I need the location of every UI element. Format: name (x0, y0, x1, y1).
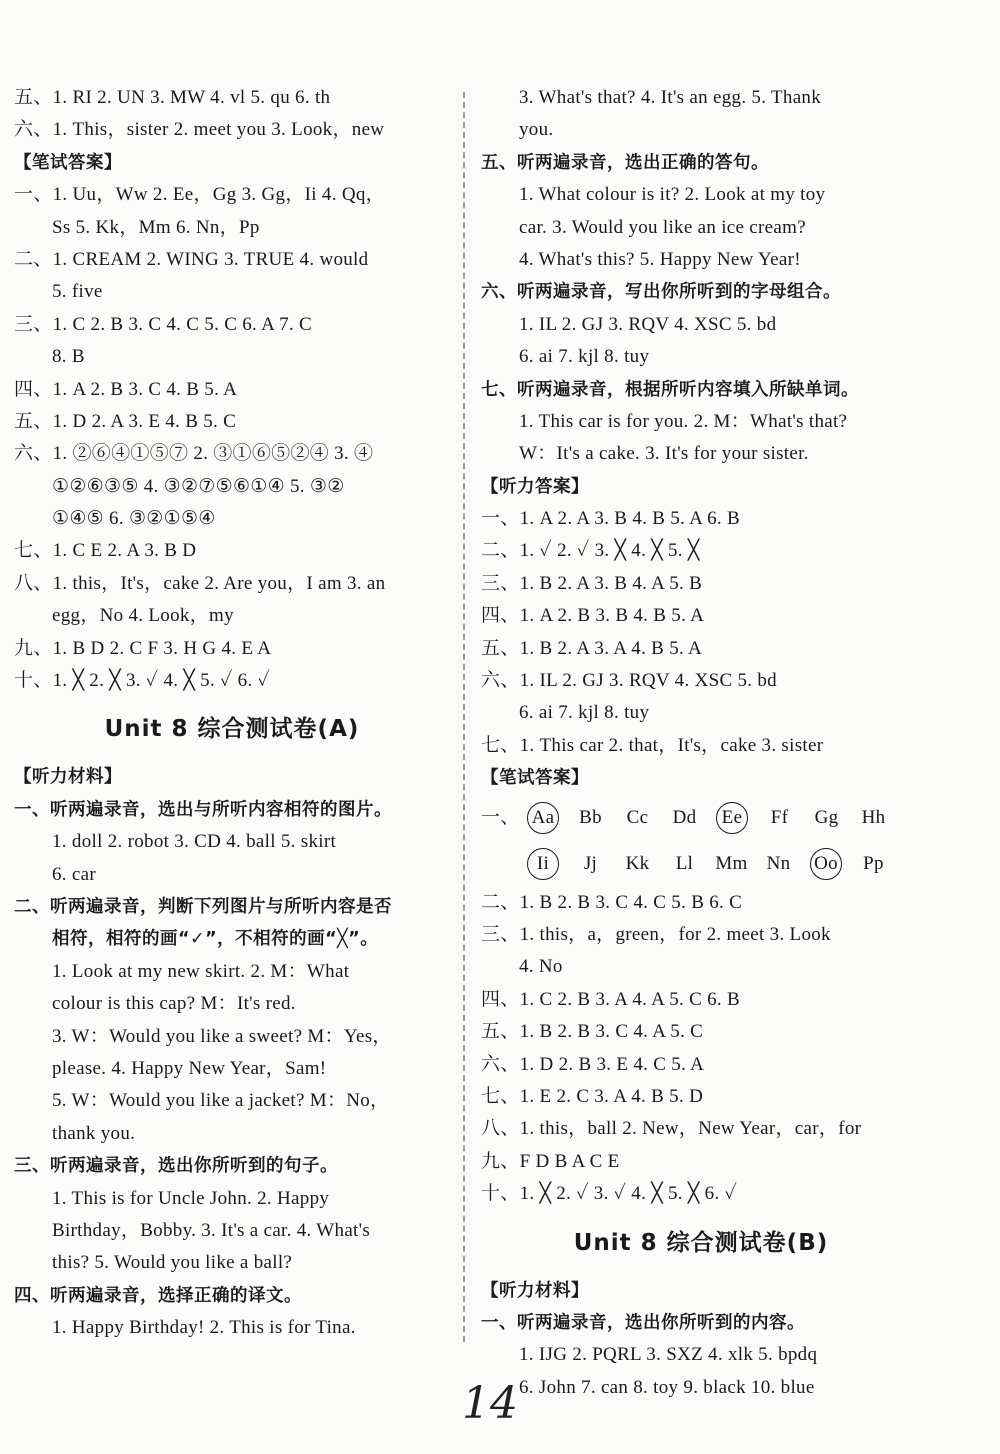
section-title: Unit 8 综合测试卷(A) (104, 716, 360, 743)
answer-line: colour is this cap? M：It's red. (52, 993, 296, 1015)
answer-line: 三、1. this，a，green，for 2. meet 3. Look (481, 923, 831, 945)
answer-line: 五、1. B 2. B 3. C 4. A 5. C (481, 1021, 704, 1043)
answer-line: 4. No (519, 956, 563, 978)
answer-line: 1. IL 2. GJ 3. RQV 4. XSC 5. bd (519, 313, 777, 335)
answer-line: 五、1. RI 2. UN 3. MW 4. vl 5. qu 6. th (14, 87, 331, 108)
answer-line: 四、1. A 2. B 3. B 4. B 5. A (481, 605, 705, 627)
answer-line: Ss 5. Kk，Mm 6. Nn，Pp (52, 216, 260, 238)
letter-pair: Nn (766, 852, 791, 874)
circled-letter: Oo (810, 848, 842, 880)
answer-line: thank you. (52, 1122, 136, 1144)
letter-pair: Mm (715, 852, 748, 874)
answer-line: 1. This car is for you. 2. M：What's that? (519, 410, 848, 432)
circled-letter: Aa (527, 802, 559, 834)
letter-pair: Ll (675, 852, 694, 874)
answer-line: this? 5. Would you like a ball? (52, 1252, 293, 1274)
letter-pair: Hh (861, 806, 886, 828)
answer-line: you. (519, 119, 554, 141)
right-column-bottom (481, 887, 921, 1404)
circled-letters (481, 795, 921, 887)
answer-line: 3. What's that? 4. It's an egg. 5. Thank (519, 87, 822, 108)
section-heading: 【听力材料】 (481, 1280, 589, 1301)
section-heading: 七、听两遍录音，根据所听内容填入所缺单词。 (481, 379, 859, 400)
answer-line: 三、1. C 2. B 3. C 4. C 5. C 6. A 7. C (14, 313, 312, 335)
answer-line: 六、1. D 2. B 3. E 4. C 5. A (481, 1053, 705, 1075)
answer-line: 1. doll 2. robot 3. CD 4. ball 5. skirt (52, 831, 337, 853)
circled-letter-row (481, 795, 921, 841)
answer-line: 1. IJG 2. PQRL 3. SXZ 4. xlk 5. bpdq (519, 1344, 818, 1366)
column-divider (463, 92, 465, 1342)
letter-pair: Pp (863, 852, 884, 874)
answer-line: 4. What's this? 5. Happy New Year! (519, 248, 801, 270)
section-heading: 【听力材料】 (14, 767, 122, 788)
letter-pair: Gg (814, 806, 839, 828)
answer-line: 六、1. This，sister 2. meet you 3. Look，new (14, 119, 385, 141)
answer-line: 6. ai 7. kjl 8. tuy (519, 346, 650, 368)
answer-line: car. 3. Would you like an ice cream? (519, 216, 806, 238)
section-heading: 三、听两遍录音，选出你所听到的句子。 (14, 1156, 338, 1177)
answer-line: 6. John 7. can 8. toy 9. black 10. blue (519, 1376, 815, 1398)
letter-pair: Bb (579, 806, 602, 828)
answer-line: egg，No 4. Look，my (52, 605, 234, 627)
answer-line: 九、F D B A C E (481, 1150, 620, 1172)
answer-line: 七、1. E 2. C 3. A 4. B 5. D (481, 1085, 704, 1107)
answer-line: 五、1. B 2. A 3. A 4. B 5. A (481, 637, 703, 659)
answer-line: 七、1. C E 2. A 3. B D (14, 540, 197, 562)
section-heading: 五、听两遍录音，选出正确的答句。 (481, 152, 769, 173)
circled-letter: Ee (716, 802, 748, 834)
answer-line: 六、1. IL 2. GJ 3. RQV 4. XSC 5. bd (481, 670, 777, 692)
section-heading: 相符，相符的画“✓”，不相符的画“╳”。 (52, 929, 379, 950)
answer-line: 二、1. ✓ 2. ✓ 3. ╳ 4. ╳ 5. ╳ (481, 540, 700, 562)
answer-line: 5. five (52, 281, 103, 303)
page-number: 14 (462, 1378, 518, 1429)
answer-line: ①②⑥③⑤ 4. ③②⑦⑤⑥①④ 5. ③② (52, 475, 345, 497)
row-prefix: 一、 (481, 806, 520, 828)
section-heading: 【笔试答案】 (481, 768, 589, 789)
answer-line: 二、1. B 2. B 3. C 4. C 5. B 6. C (481, 891, 743, 913)
answer-line: 二、1. CREAM 2. WING 3. TRUE 4. would (14, 248, 369, 270)
letter-pair: Jj (583, 852, 598, 874)
answer-line: 1. What colour is it? 2. Look at my toy (519, 184, 826, 206)
answer-line: 8. B (52, 346, 85, 368)
answer-line: ①④⑤ 6. ③②①⑤④ (52, 508, 216, 530)
section-title: Unit 8 综合测试卷(B) (573, 1229, 829, 1256)
answer-line: 1. Look at my new skirt. 2. M：What (52, 960, 350, 982)
answer-line: 九、1. B D 2. C F 3. H G 4. E A (14, 637, 272, 659)
answer-line: 6. ai 7. kjl 8. tuy (519, 702, 650, 724)
section-heading: 【笔试答案】 (14, 152, 122, 173)
answer-line: 八、1. this，It's，cake 2. Are you，I am 3. an (14, 572, 386, 594)
answer-line: please. 4. Happy New Year，Sam! (52, 1057, 327, 1079)
letter-pair: Ff (770, 806, 789, 828)
answer-line: 十、1. ╳ 2. ✓ 3. ✓ 4. ╳ 5. ╳ 6. ✓ (481, 1183, 738, 1205)
answer-line: 三、1. B 2. A 3. B 4. A 5. B (481, 572, 703, 594)
circled-letter: Ii (527, 848, 559, 880)
letter-pair: Kk (625, 852, 650, 874)
answer-line: 1. This is for Uncle John. 2. Happy (52, 1187, 330, 1209)
answer-line: 六、1. ②⑥④①⑤⑦ 2. ③①⑥⑤②④ 3. ④ (14, 443, 374, 465)
answer-line: 3. W：Would you like a sweet? M：Yes， (52, 1025, 392, 1047)
answer-line: 四、1. C 2. B 3. A 4. A 5. C 6. B (481, 988, 740, 1010)
answer-line: Birthday，Bobby. 3. It's a car. 4. What's (52, 1219, 371, 1241)
section-heading: 六、听两遍录音，写出你所听到的字母组合。 (481, 282, 841, 303)
section-heading: 【听力答案】 (481, 476, 589, 497)
right-column (481, 82, 921, 1404)
section-heading: 四、听两遍录音，选择正确的译文。 (14, 1285, 302, 1306)
answer-line: 一、1. Uu，Ww 2. Ee，Gg 3. Gg，Ii 4. Qq， (14, 184, 385, 206)
answer-line: 五、1. D 2. A 3. E 4. B 5. C (14, 410, 237, 432)
answer-line: 七、1. This car 2. that，It's，cake 3. sister (481, 734, 824, 756)
answer-line: 四、1. A 2. B 3. C 4. B 5. A (14, 378, 238, 400)
answer-line: 八、1. this，ball 2. New，New Year，car，for (481, 1118, 862, 1140)
section-heading: 一、听两遍录音，选出你所听到的内容。 (481, 1312, 805, 1333)
answer-line: W：It's a cake. 3. It's for your sister. (519, 443, 809, 465)
circled-letter-row (481, 841, 921, 887)
answer-line: 十、1. ╳ 2. ╳ 3. ✓ 4. ╳ 5. ✓ 6. ✓ (14, 670, 271, 692)
answer-line: 5. W：Would you like a jacket? M：No， (52, 1090, 390, 1112)
letter-pair: Dd (672, 806, 697, 828)
left-column (14, 82, 450, 1344)
answer-line: 6. car (52, 863, 96, 885)
answer-line: 1. Happy Birthday! 2. This is for Tina. (52, 1317, 356, 1339)
right-column-top (481, 82, 921, 795)
answer-line: 一、1. A 2. A 3. B 4. B 5. A 6. B (481, 508, 740, 530)
section-heading: 一、听两遍录音，选出与所听内容相符的图片。 (14, 799, 392, 820)
section-heading: 二、听两遍录音，判断下列图片与所听内容是否 (14, 896, 392, 917)
letter-pair: Cc (626, 806, 649, 828)
